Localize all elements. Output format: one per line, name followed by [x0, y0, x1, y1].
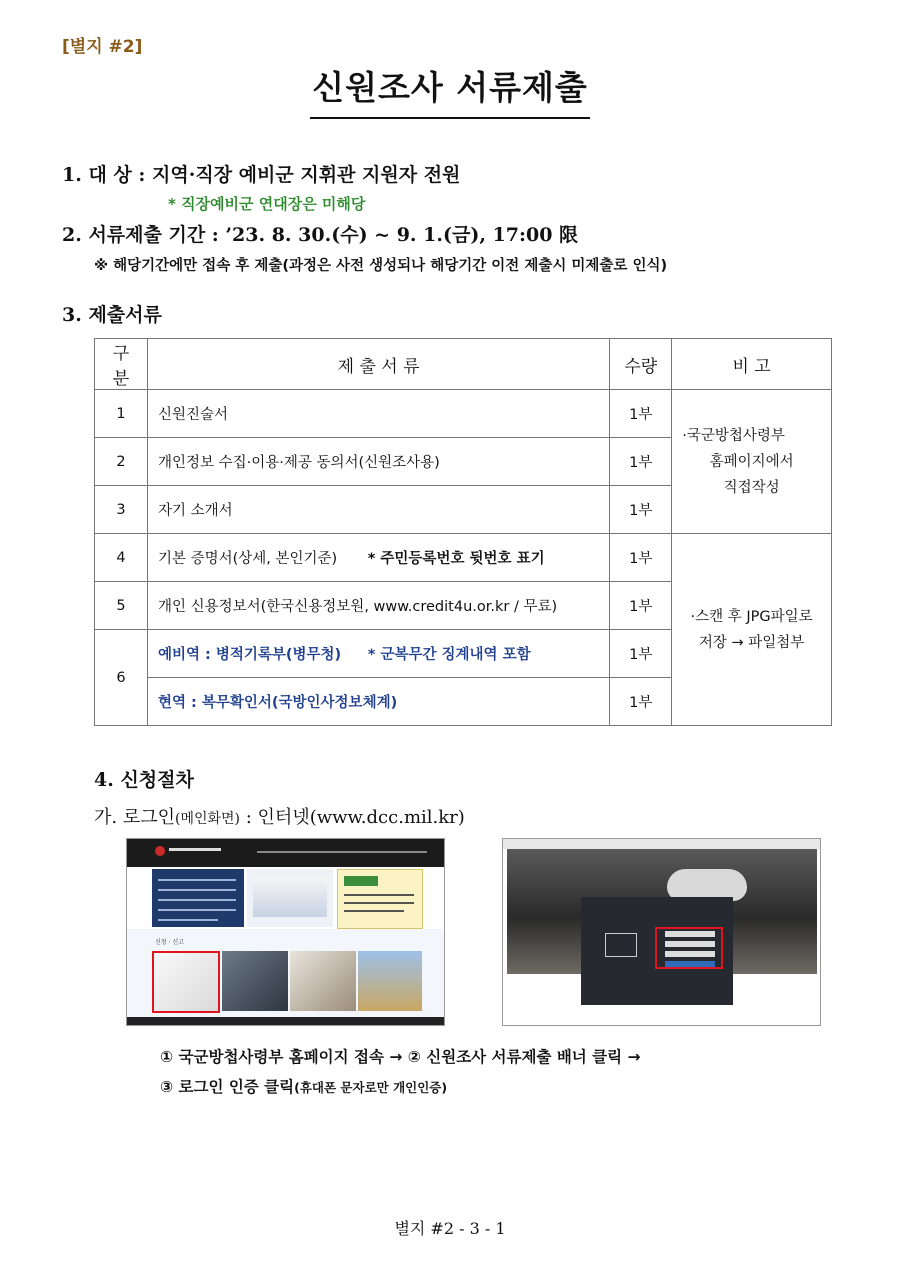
row-quantity: 1부: [610, 630, 672, 678]
taskbar: [127, 1017, 444, 1025]
row-quantity: 1부: [610, 438, 672, 486]
remark-line: ·국군방첩사령부: [682, 427, 785, 444]
col-header-category: 구분: [95, 339, 148, 390]
step-text: ③ 로그인 인증 클릭: [160, 1078, 295, 1096]
row-quantity: 1부: [610, 486, 672, 534]
browser-bar: [503, 839, 820, 849]
col-header-remarks: 비 고: [672, 339, 832, 390]
row-number: 3: [95, 486, 148, 534]
item1-label: 1. 대 상 : 지역·직장 예비군 지휘관 지원자 전원: [62, 164, 461, 186]
page-title: [0, 62, 900, 119]
table-row: [95, 534, 832, 582]
remark-line: ·스캔 후 JPG파일로: [690, 608, 813, 625]
item1-note: * 직장예비군 연대장은 미해당: [168, 195, 366, 213]
row-quantity: 1부: [610, 678, 672, 726]
row-document-text: 현역 : 복무확인서(국방인사정보체계): [157, 695, 398, 711]
remark-line: 직접작성: [723, 479, 780, 496]
row-document-text: 예비역 : 병적기록부(병무청): [157, 647, 342, 663]
item4-label: 4. 신청절차: [94, 769, 194, 791]
sub-a-label: 가. 로그인: [94, 807, 175, 828]
sub-a-rest: : 인터넷(www.dcc.mil.kr): [240, 807, 465, 828]
remark-homepage: [672, 390, 832, 534]
banner-security: [337, 869, 423, 929]
row-document-note: * 주민등록번호 뒷번호 표기: [367, 551, 545, 567]
remark-scan: [672, 534, 832, 726]
remark-line: 저장 → 파일첨부: [698, 634, 805, 651]
item4-sub-a: [94, 803, 465, 829]
sub-a-small: (메인화면): [175, 811, 241, 827]
row-number: 2: [95, 438, 148, 486]
notice-panel: [152, 869, 244, 927]
highlight-box: [655, 927, 723, 969]
row-quantity: 1부: [610, 390, 672, 438]
row-document: [147, 534, 609, 582]
col-header-documents: 제 출 서 류: [147, 339, 609, 390]
site-name-placeholder: [169, 848, 221, 851]
row-quantity: 1부: [610, 534, 672, 582]
tile-building[interactable]: [358, 951, 422, 1011]
row-document: 개인 신용정보서(한국신용정보원, www.credit4u.or.kr / 무료): [147, 582, 609, 630]
row-document: [147, 678, 609, 726]
item3-label: 3. 제출서류: [62, 304, 162, 326]
site-logo-icon: [155, 846, 165, 856]
step-line-1: ① 국군방첩사령부 홈페이지 접속 → ② 신원조사 서류제출 배너 클릭 →: [160, 1048, 641, 1066]
row-document: 신원진술서: [147, 390, 609, 438]
col-header-quantity: 수량: [610, 339, 672, 390]
page-title-text: 신원조사 서류제출: [310, 62, 590, 119]
item2-label: 2. 서류제출 기간 : ’23. 8. 30.(수) ~ 9. 1.(금), 17:00 限: [62, 224, 579, 246]
row-number: 6: [95, 630, 148, 726]
row-number: 5: [95, 582, 148, 630]
homepage-screenshot: [126, 838, 445, 1026]
apply-section-label: 신청 · 신고: [155, 939, 184, 946]
documents-table: [94, 338, 832, 726]
tile-keyboard[interactable]: [290, 951, 356, 1011]
row-number: 4: [95, 534, 148, 582]
highlight-box: [152, 951, 220, 1013]
row-document-text: 기본 증명서(상세, 본인기준): [157, 551, 338, 567]
tile-lock[interactable]: [222, 951, 288, 1011]
item2-note: ※ 해당기간에만 접속 후 제출(과정은 사전 생성되나 해당기간 이전 제출시 미제출로 인식): [94, 258, 668, 274]
site-nav-placeholder: [257, 851, 427, 853]
site-header-bar: [127, 839, 444, 867]
row-document: [147, 630, 609, 678]
row-document: 자기 소개서: [147, 486, 609, 534]
banner-photo: [247, 869, 333, 927]
page-footer: 별지 #2 - 3 - 1: [394, 1219, 506, 1238]
row-quantity: 1부: [610, 582, 672, 630]
row-document-note: * 군복무간 징계내역 포함: [367, 647, 531, 663]
row-document: 개인정보 수집·이용·제공 동의서(신원조사용): [147, 438, 609, 486]
row-number: 1: [95, 390, 148, 438]
annex-label: [별지 #2]: [62, 37, 143, 57]
step-note: (휴대폰 문자로만 개인인증): [294, 1080, 448, 1095]
login-screenshot: [502, 838, 821, 1026]
table-header-row: [95, 339, 832, 390]
id-card-icon: [605, 933, 637, 957]
step-line-2: [160, 1075, 447, 1097]
remark-line: 홈페이지에서: [709, 453, 794, 470]
table-row: [95, 390, 832, 438]
